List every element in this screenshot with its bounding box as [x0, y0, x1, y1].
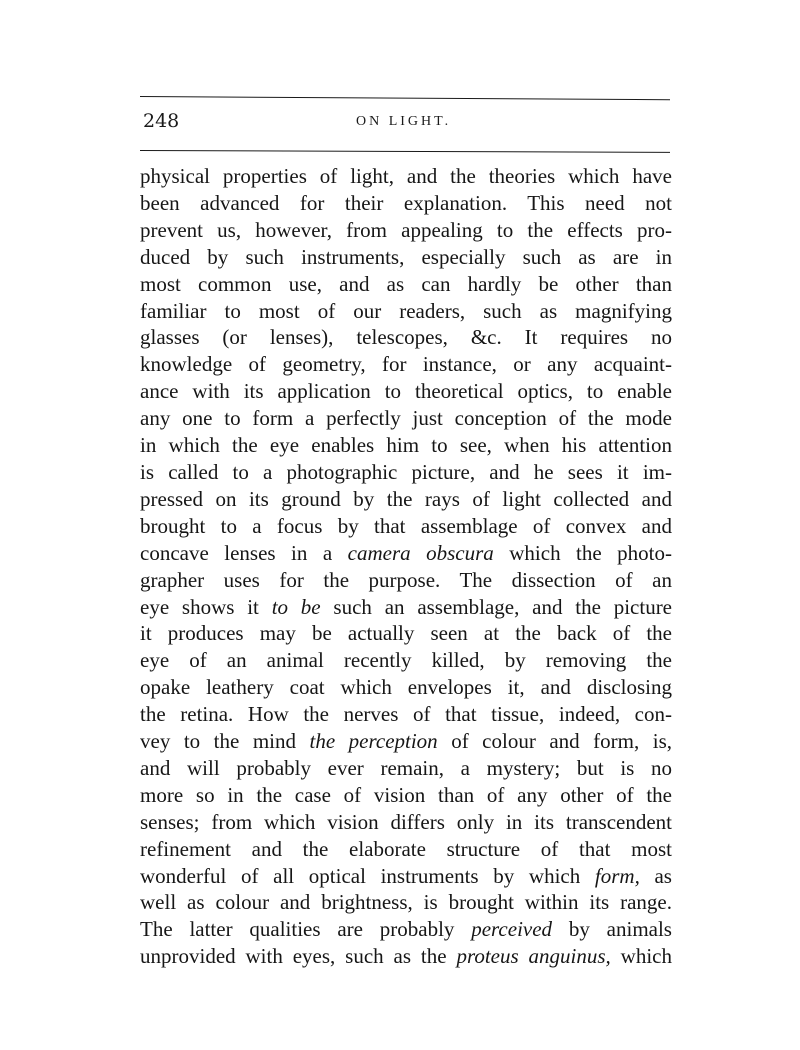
text-line: [140, 594, 672, 621]
text-segment: more so in the case of vision than of any other of the: [140, 782, 672, 807]
text-segment: concave lenses in a: [140, 540, 348, 565]
text-segment: unprovided with eyes, such as the: [140, 944, 457, 969]
text-segment: wonderful of all optical instruments by which: [140, 863, 595, 888]
text-line: [140, 863, 672, 890]
body-text: [140, 163, 672, 970]
text-segment: and will probably ever remain, a mystery; but is no: [140, 755, 672, 780]
header-rule-bottom: [140, 150, 670, 153]
italic-text: form,: [594, 863, 640, 888]
italic-text: camera obscura: [347, 540, 494, 565]
text-segment: physical properties of light, and the theories which have: [140, 164, 672, 188]
text-segment: ance with its application to theoretical optics, to enable: [140, 379, 672, 404]
text-segment: vey to the mind: [140, 729, 310, 754]
text-segment: the retina. How the nerves of that tissue, indeed, con-: [140, 702, 672, 727]
text-segment: pressed on its ground by the rays of light collected and: [140, 486, 672, 511]
text-line: [140, 378, 672, 405]
text-line: [140, 217, 672, 244]
text-segment: of colour and form, is,: [437, 729, 672, 754]
text-line: [140, 782, 672, 809]
text-line: [140, 486, 672, 513]
text-segment: in which the eye enables him to see, when his attention: [140, 433, 672, 458]
text-line: [140, 620, 672, 647]
text-line: [140, 647, 672, 674]
header-rule-top: [140, 96, 670, 100]
text-segment: as: [639, 863, 672, 888]
text-line: [140, 943, 672, 970]
text-line: [140, 809, 672, 836]
text-line: [140, 755, 672, 782]
text-segment: refinement and the elaborate structure of that most: [140, 836, 672, 861]
page-number: 248: [143, 110, 180, 132]
text-line: [140, 298, 672, 325]
text-segment: The latter qualities are probably: [140, 917, 472, 942]
text-segment: eye shows it: [140, 594, 272, 619]
text-line: [140, 889, 672, 916]
text-segment: senses; from which vision differs only in its transcendent: [140, 809, 672, 834]
text-line: [140, 836, 672, 863]
text-segment: grapher uses for the purpose. The dissection of an: [140, 567, 672, 592]
text-line: [140, 163, 672, 190]
text-segment: by animals: [552, 917, 672, 942]
text-segment: it produces may be actually seen at the back of the: [140, 621, 672, 646]
text-line: [140, 324, 672, 351]
text-segment: which: [610, 944, 672, 969]
text-segment: such an assemblage, and the picture: [320, 594, 673, 619]
text-line: [140, 351, 672, 378]
text-segment: prevent us, however, from appealing to the effects pro-: [140, 217, 672, 242]
text-line: [140, 567, 672, 594]
text-segment: brought to a focus by that assemblage of convex and: [140, 513, 672, 538]
text-segment: well as colour and brightness, is brought within its range.: [140, 890, 672, 915]
italic-text: to be: [271, 594, 321, 619]
text-line: [140, 916, 672, 943]
text-line: [140, 728, 672, 755]
text-segment: been advanced for their explanation. This need not: [140, 190, 672, 215]
italic-text: the perception: [309, 729, 438, 754]
text-line: [140, 674, 672, 701]
text-segment: most common use, and as can hardly be other than: [140, 271, 672, 296]
text-segment: which the photo-: [493, 540, 672, 565]
text-segment: glasses (or lenses), telescopes, &c. It requires no: [140, 325, 672, 350]
text-line: [140, 540, 672, 567]
text-line: [140, 271, 672, 298]
text-line: [140, 190, 672, 217]
text-line: [140, 459, 672, 486]
italic-text: proteus anguinus,: [456, 944, 611, 969]
text-segment: knowledge of geometry, for instance, or any acquaint-: [140, 352, 672, 377]
text-line: [140, 701, 672, 728]
text-segment: familiar to most of our readers, such as magnifying: [140, 298, 672, 323]
italic-text: perceived: [471, 917, 553, 942]
text-segment: opake leathery coat which envelopes it, and disclosing: [140, 675, 672, 700]
running-title: ON LIGHT.: [356, 114, 452, 129]
text-segment: is called to a photographic picture, and he sees it im-: [140, 459, 672, 484]
text-line: [140, 432, 672, 459]
text-line: [140, 513, 672, 540]
text-segment: any one to form a perfectly just conception of the mode: [140, 406, 672, 431]
text-segment: duced by such instruments, especially such as are in: [140, 244, 672, 269]
text-segment: eye of an animal recently killed, by removing the: [140, 648, 672, 673]
text-line: [140, 244, 672, 271]
text-line: [140, 405, 672, 432]
